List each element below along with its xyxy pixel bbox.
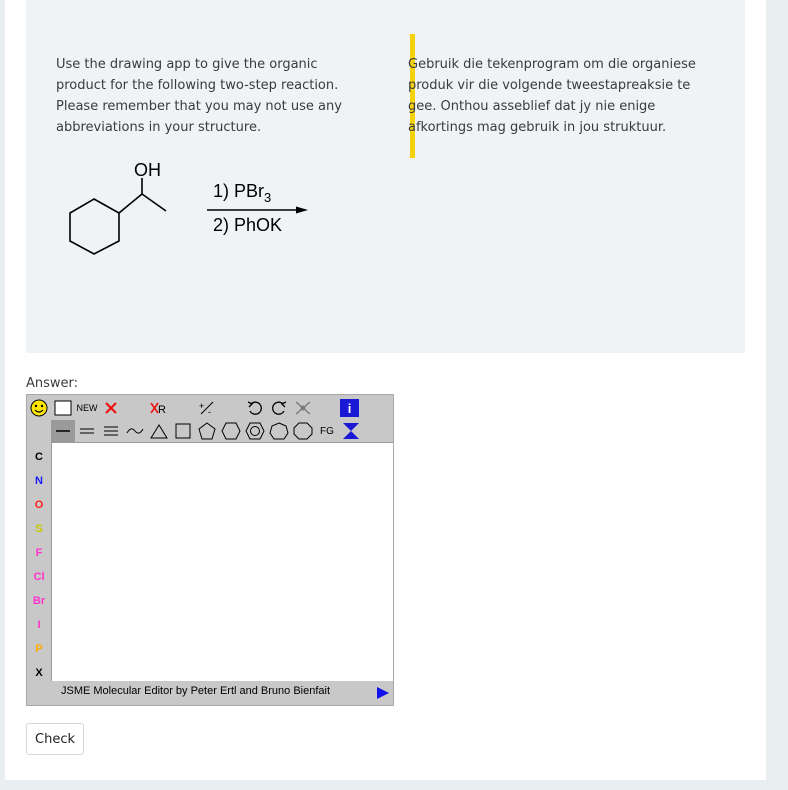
redo-icon[interactable] <box>267 397 291 419</box>
atom-button-br[interactable]: Br <box>32 595 46 607</box>
play-arrow-icon[interactable] <box>377 687 389 699</box>
delete-icon[interactable] <box>100 397 122 419</box>
chain-button[interactable] <box>123 420 147 442</box>
triple-bond-button[interactable] <box>99 420 123 442</box>
clear-reaction-icon[interactable] <box>291 397 315 419</box>
atom-button-cl[interactable]: Cl <box>33 571 45 583</box>
check-button[interactable]: Check <box>26 723 84 755</box>
double-bond-button[interactable] <box>75 420 99 442</box>
ring7-button[interactable] <box>267 420 291 442</box>
info-icon[interactable]: i <box>340 399 359 417</box>
question-text-english: Use the drawing app to give the organic product for the following two-step reaction. Please remember that you may not use any abbreviations in your structure. <box>56 57 342 135</box>
reaction-scheme <box>56 150 326 265</box>
hydroxyl-label: OH <box>134 160 161 180</box>
benzene-button[interactable] <box>243 420 267 442</box>
undo-icon[interactable] <box>243 397 267 419</box>
drawing-canvas[interactable] <box>51 442 393 681</box>
atom-button-p[interactable]: P <box>35 643 43 655</box>
charge-button[interactable] <box>195 397 219 419</box>
svg-text:+: + <box>199 401 205 411</box>
cyclohexane-ring <box>70 199 119 254</box>
select-box-icon[interactable] <box>52 397 74 419</box>
atom-button-x[interactable]: X <box>35 667 43 679</box>
new-button[interactable]: NEW <box>76 403 98 413</box>
ring5-button[interactable] <box>195 420 219 442</box>
ring3-button[interactable] <box>147 420 171 442</box>
delete-group-icon[interactable] <box>147 397 171 419</box>
answer-label: Answer: <box>26 376 79 391</box>
side-chain <box>119 178 166 213</box>
reaction-arrow <box>207 207 308 214</box>
atom-button-n[interactable]: N <box>35 475 43 487</box>
atom-button-o[interactable]: O <box>34 499 44 511</box>
atom-button-c[interactable]: C <box>35 451 43 463</box>
single-bond-button[interactable] <box>51 420 75 442</box>
svg-text:-: - <box>208 407 211 416</box>
jsme-credit: JSME Molecular Editor by Peter Ertl and Bruno Bienfait <box>61 685 331 697</box>
reagent-step1: 1) PBr$_3$ <box>213 181 272 205</box>
reagent-step2: 2) PhOK <box>213 215 283 235</box>
question-text-afrikaans: Gebruik die tekenprogram om die organiese produk vir die volgende tweestapreaksie te gee. Onthou asseblief dat jy nie enige afkortings mag gebruik in jou struktuur. <box>408 57 696 135</box>
ring4-button[interactable] <box>171 420 195 442</box>
atom-palette <box>27 444 51 684</box>
ring-large-button[interactable] <box>293 420 317 442</box>
question-box <box>26 0 745 353</box>
atom-button-i[interactable]: I <box>37 619 41 631</box>
menu-toggle-icon[interactable] <box>339 420 363 442</box>
atom-button-s[interactable]: S <box>35 523 43 535</box>
jsme-editor[interactable] <box>26 394 394 706</box>
atom-button-f[interactable]: F <box>35 547 43 559</box>
smiley-icon[interactable] <box>28 397 50 419</box>
functional-group-button[interactable]: FG <box>320 425 334 437</box>
ring6-button[interactable] <box>219 420 243 442</box>
svg-text:R: R <box>158 404 166 416</box>
